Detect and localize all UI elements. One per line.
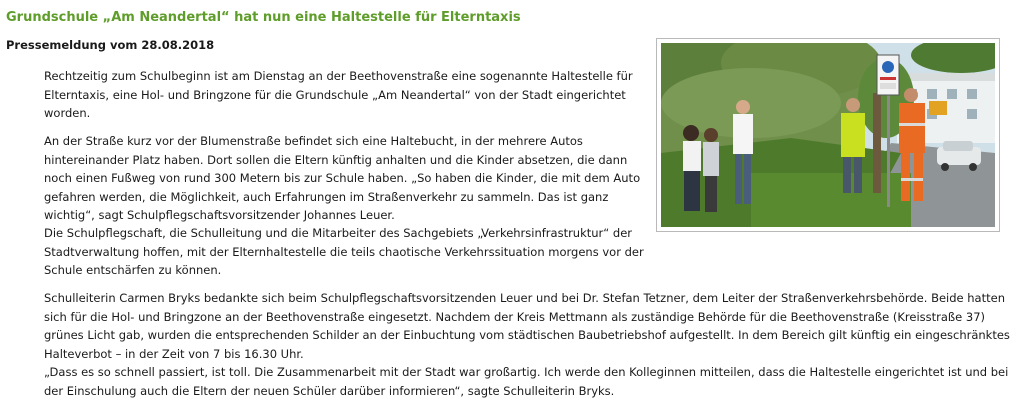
article-photo[interactable] xyxy=(656,38,1000,232)
photo-street-sign-installation xyxy=(661,43,995,227)
article-title: Grundschule „Am Neandertal“ hat nun eine Haltestelle für Elterntaxis xyxy=(6,10,521,25)
paragraph-4: Schulleiterin Carmen Bryks bedankte sich beim Schulpflegschaftsvorsitzenden Leuer und bei Dr. Stefan Tetzner, dem Leiter der Straßenverkehrsbehörde. Beide hatten sich für die Hol- und Bringzone an der Beethovenstraße eingesetzt. Nachdem der Kreis Mettmann als zuständige Behörde für die Beethovenstraße (Kreisstraße 37) grünes Licht gab, wurden die entsprechenden Schilder an der Einbuchtung vom städtischen Baubetriebshof aufgestellt. In dem Bereich gilt künftig ein eingeschränktes Halteverbot – in der Zeit von 7 bis 16.30 Uhr. xyxy=(44,291,1010,361)
paragraph-5: „Dass es so schnell passiert, ist toll. Die Zusammenarbeit mit der Stadt war großartig. Ich werde den Kolleginnen mitteilen, dass die Haltestelle eingerichtet ist und bei der Einschulung auch die Eltern der neuen Schüler darüber informieren“, sagte Schulleiterin Bryks. xyxy=(44,365,1009,398)
press-release-date: Pressemeldung vom 28.08.2018 xyxy=(6,38,215,52)
paragraph-1: Rechtzeitig zum Schulbeginn ist am Dienstag an der Beethovenstraße eine sogenannte Haltestelle für Elterntaxis, eine Hol- und Bringzone für die Grundschule „Am Neandertal“ von der Stadt eingerichtet worden. xyxy=(44,69,633,120)
paragraph-2: An der Straße kurz vor der Blumenstraße befindet sich eine Haltebucht, in der mehrere Autos hintereinander Platz haben. Dort sollen die Eltern künftig anhalten und die Kinder absetzen, die dann noch einen Fußweg von rund 300 Metern bis zur Schule haben. „So haben die Kinder, die mit dem Auto gefahren werden, die Möglichkeit, auch Erfahrungen im Straßenverkehr zu sammeln. Das ist ganz wichtig“, sagt Schulpflegschaftsvorsitzender Johannes Leuer. xyxy=(44,134,641,222)
paragraph-3: Die Schulpflegschaft, die Schulleitung und die Mitarbeiter des Sachgebiets „Verkehrsinfrastruktur“ der Stadtverwaltung hoffen, mit der Elternhaltestelle die teils chaotische Verkehrssituation morgens vor der Schule entschärfen zu können. xyxy=(44,226,644,277)
